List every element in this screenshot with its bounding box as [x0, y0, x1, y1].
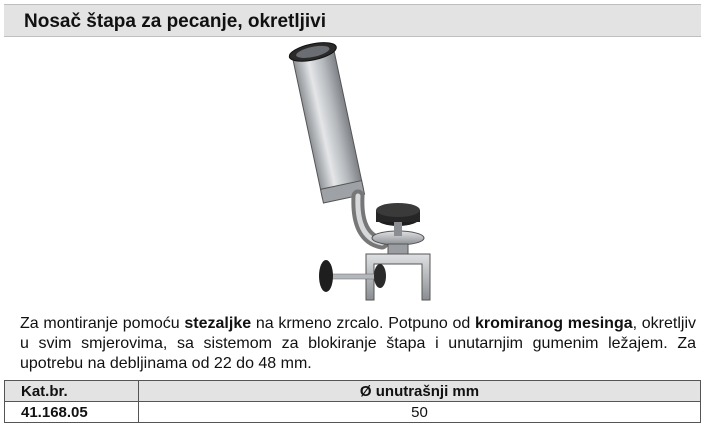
column-header-catalog-number: Kat.br.	[5, 381, 139, 402]
product-image	[270, 38, 450, 308]
title-bar	[4, 4, 701, 37]
product-description	[20, 314, 696, 374]
catalog-number-cell: 41.168.05	[5, 402, 139, 423]
description-bold-clamp: stezaljke	[184, 315, 252, 332]
description-bold-material: kromiranog mesinga	[475, 315, 633, 332]
inner-diameter-cell: 50	[139, 402, 701, 423]
table-header-row	[5, 381, 701, 402]
description-text: , okretljiv u svim smjerovima, sa sistemom za blokiranje štapa i unutarnjim gumenim ležajem. Za upotrebu na debljinama od 22 do 48 mm.	[20, 315, 697, 372]
table-row	[5, 402, 701, 423]
description-text: na krmeno zrcalo. Potpuno od	[251, 315, 475, 332]
spec-table	[4, 380, 701, 423]
rod-holder-icon	[270, 38, 450, 308]
page-title: Nosač štapa za pecanje, okretljivi	[24, 11, 327, 32]
column-header-inner-diameter: Ø unutrašnji mm	[139, 381, 701, 402]
description-text: Za montiranje pomoću	[20, 315, 185, 332]
